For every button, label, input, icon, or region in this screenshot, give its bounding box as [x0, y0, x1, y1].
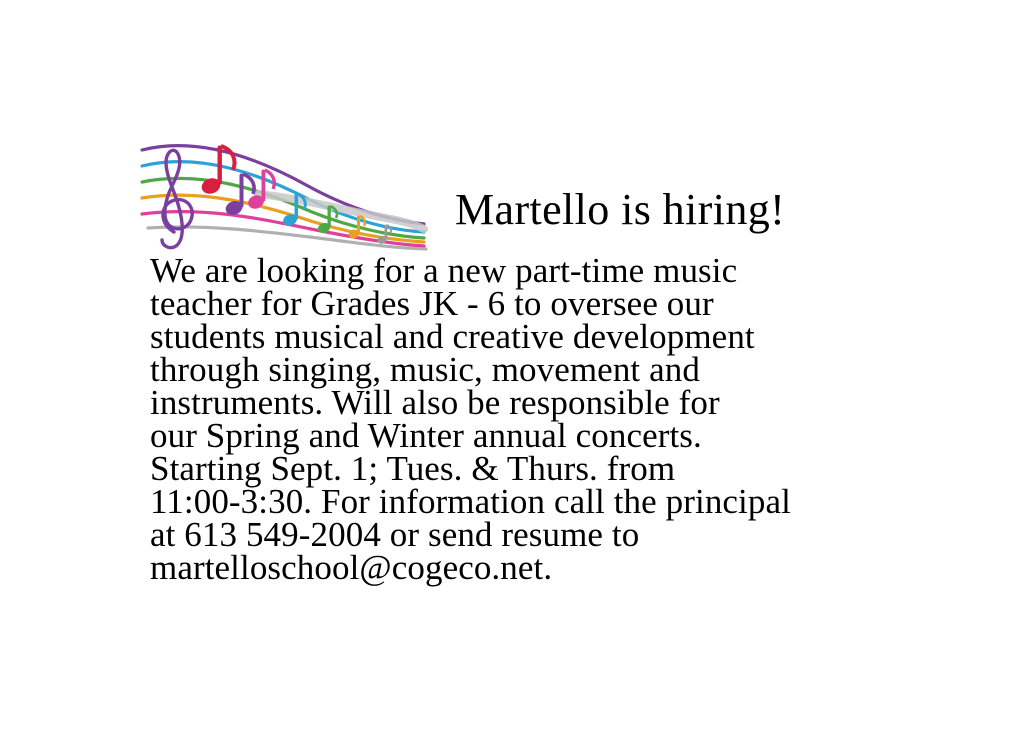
body-line-phone: at 613 549-2004 or send resume to	[150, 515, 640, 554]
body-line: through singing, music, movement and	[150, 350, 700, 389]
body-line: We are looking for a new part-time music	[150, 251, 738, 290]
body-copy	[150, 251, 910, 587]
note-red	[200, 146, 234, 196]
note-purple	[224, 174, 254, 217]
body-line: teacher for Grades JK - 6 to oversee our	[150, 284, 714, 323]
body-line: students musical and creative development	[150, 317, 755, 356]
music-staff-notes-graphic	[138, 128, 428, 258]
body-line: instruments. Will also be responsible for	[150, 383, 720, 422]
body-line: our Spring and Winter annual concerts.	[150, 416, 702, 455]
body-line: 11:00-3:30. For information call the principal	[150, 482, 791, 521]
page-title: Martello is hiring!	[455, 185, 786, 234]
body-line: Starting Sept. 1; Tues. & Thurs. from	[150, 449, 676, 488]
body-line-email: martelloschool@cogeco.net.	[150, 548, 553, 587]
treble-clef-icon	[162, 150, 192, 247]
